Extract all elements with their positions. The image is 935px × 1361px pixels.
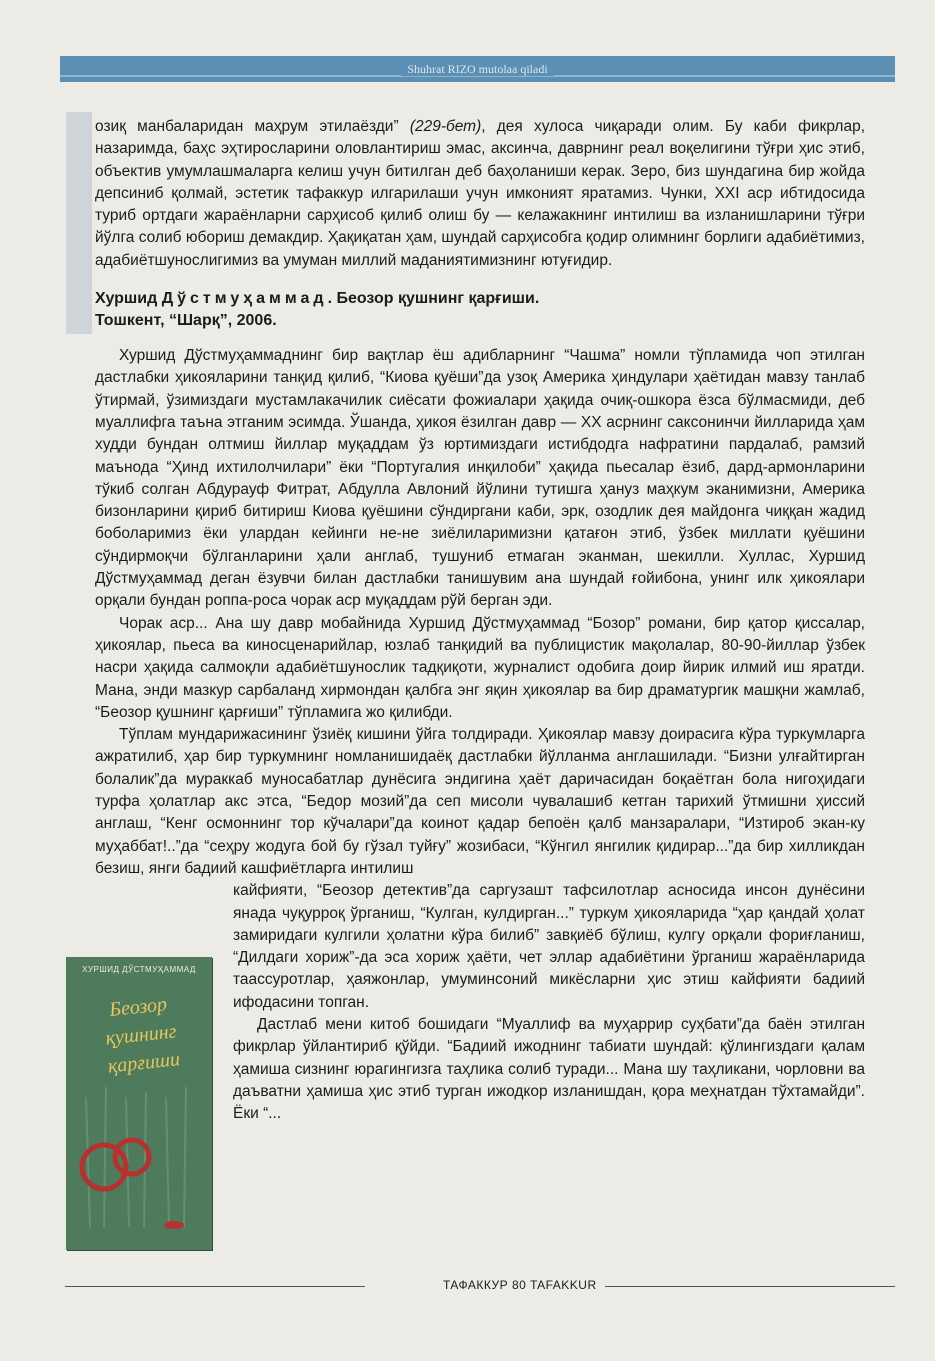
paragraph-intro	[95, 116, 865, 272]
author-first-name: Хуршид	[95, 290, 158, 308]
paragraph-4: кайфияти, “Беозор детектив”да саргузашт тафсилотлар асносида инсон дунёсини янада чуқурроқ ўрганиш, “Кулган, кулдирган...” туркум ҳикояларида “ҳар қандай ҳолат замиридаги кулгили ҳолатни кўра билиб” завқиёб бўлиш, кулгу орқали фориғланиш, “Дилдаги хориж”-да эса хориж ҳаёти, чет эллар адабиётини ўрганиш жараёнларида таассуротлар, ҳаяжонлар, умуминсоний микёсларни ҳис этиш кайфияти бадиий ифодасини топган.	[233, 882, 865, 1011]
footer-rule-left	[65, 1286, 365, 1287]
publication-info: Тошкент, “Шарқ”, 2006.	[95, 312, 277, 330]
book-cover-title-line-1: Беозор	[108, 993, 168, 1022]
running-header	[60, 56, 895, 82]
running-title: Shuhrat RIZO mutolaa qiladi	[401, 62, 553, 76]
footer-rule-right	[605, 1286, 895, 1287]
margin-strip	[66, 112, 92, 334]
book-cover-author: ХУРШИД ДЎСТМУҲАММАД	[82, 965, 196, 974]
book-cover-illustration	[66, 957, 212, 1250]
paragraph-3: Тўплам мундарижасининг ўзиёқ кишини ўйга толдиради. Ҳикоялар мавзу доирасига кўра туркумларга ажратилиб, ҳар бир туркумнинг номланишидаёқ дастлабки йўлланма англашилади. “Бизни улғайтирган болалик”да мураккаб муносабатлар дунёсига эндигина ҳаёт даричасидан боқаётган бола нигоҳидаги турфа ҳолатлар акс этса, “Бедор мозий”да сеп мисоли чувалашиб кетган тарихий ўтмишни ҳиссий англаш, “Кенг осмоннинг тор кўчалари”да коинот қадар бепоён қалб манзаралари, “Изтироб экан-ку муҳаббат!..”да “сеҳру жодуга бой бу гўзал туйғу” жозибаси, “Кўнгил янгилик қидирар...”да бир хилликдан безиш, янги бадиий кашфиётларга интилиш	[95, 726, 865, 877]
paragraph-1: Хуршид Дўстмуҳаммаднинг бир вақтлар ёш адибларнинг “Чашма” номли тўпламида чоп этилган дастлабки ҳикояларини танқид қилиб, “Киова қуёши”да узоқ Америка ҳиндулари ҳаётидан мавзу танлаб ўтирмай, ўзимиздаги мустамлакачилик сиёсати фожиалари ҳақида очиқ-ошкора ёзса бўлмасмиди, деб муаллифга таъна этганим эсимда. Ўшанда, ҳикоя ёзилган давр — XX асрнинг саксонинчи йилларида ҳам худди бундан олтмиш йиллар муқаддам ўз юртимиздаги истибдодга нафратини пардалаб, рамзий маънода “Ҳинд ихтилолчилари” ёки “Португалия инқилоби” ҳақида пьесалар ёзиб, дард-армонларини тўкиб солган Абдурауф Фитрат, Абдулла Авлоний йўлини тутишга ҳануз маҳкум эканимизни, Америка бизонларини қириб битириш Киова қуёшини сўндиргани каби, эрк, озодлик дея майдонга чиққан жадид боболаримиз ёки улардан кейинги не-не зиёлиларимизни қатағон этиб, ўзбек миллати қуёшини сўндирмоқчи бўлганларини ҳали англаб, тушуниб етмаган эканман, шекилли. Хуллас, Хуршид Дўстмуҳаммад деган ёзувчи билан дастлабки танишувим ана шундай ғойибона, унинг илк ҳикоялари орқали бундан роппа-роса чорак аср муқаддам рўй берган эди.	[95, 347, 865, 610]
page-footer	[65, 1278, 895, 1294]
book-title: . Беозор қушнинг қарғиши.	[327, 290, 540, 308]
book-cover-image	[66, 957, 212, 1250]
book-cover-title-line-3: қарғиши	[106, 1048, 182, 1078]
text-beside-cover	[233, 880, 865, 1125]
paragraph-5: Дастлаб мени китоб бошидаги “Муаллиф ва муҳаррир суҳбати”да баён этилган фикрлар ўйлантириб қўйди. “Бадиий ижоднинг табиати шундай: қўлингиздаги қалам ҳамиша сизнинг юрагингизга таҳлика солиб туради... Мана шу таҳликани, чорловни ва даъватни ҳамиша ҳис этиб турган ижодкор изланишдан, қора меҳнатдан тўхтамайди”. Ёки “...	[233, 1015, 865, 1123]
author-last-name: Дўстмуҳаммад	[161, 290, 328, 308]
book-cover-title-line-2: қушнинг	[104, 1020, 178, 1050]
paragraph-2: Чорак аср... Ана шу давр мобайнида Хуршид Дўстмуҳаммад “Бозор” романи, бир қатор қиссалар, ҳикоялар, пьеса ва киносценарийлар, юзлаб танқидий ва публицистик мақолалар, 80-90-йиллар ўзбек насри ҳақида салмоқли адабиётшунослик тадқиқоти, журналист одобига доир йирик илмий иш яратди. Мана, энди мазкур сарбаланд хирмондан қалбга энг яқин ҳикоялар ва бир драматургик машқни жамлаб, “Беозор қушнинг қарғиши” тўпламига жо қилибди.	[95, 614, 865, 721]
bibliography-entry	[95, 288, 865, 332]
intro-text-2: , дея хулоса чиқаради олим. Бу каби фикрлар, назаримда, баҳс эҳтиросларини оловлантириш эмас, аксинча, даврнинг реал воқелигини тўғри ҳис этиб, объектив умумлашмаларга келиш учун битилган деб баҳоланиши керак. Зеро, биз шундагина бир жойда депсиниб қолмай, эстетик тафаккур илгарилаши учун имконият яратамиз. Чунки, XXI аср ибтидосида туриб ортдаги жараёнларни сарҳисоб қилиб олиш бу — келажакнинг интилиш ва изланишларини тўғри йўлга солиб юбориш демакдир. Ҳақиқатан ҳам, шундай сарҳисобга қодир олимнинг борлиги адабиётимиз, адабиётшунослигимиз ва умуман миллий маданиятимизнинг ютуғидир.	[95, 118, 865, 269]
page-reference: (229-бет)	[409, 118, 482, 135]
footer-label: ТАФАККУР 80 TAFAKKUR	[443, 1278, 597, 1292]
intro-text-1: озиқ манбаларидан маҳрум этилаёзди”	[95, 118, 410, 135]
